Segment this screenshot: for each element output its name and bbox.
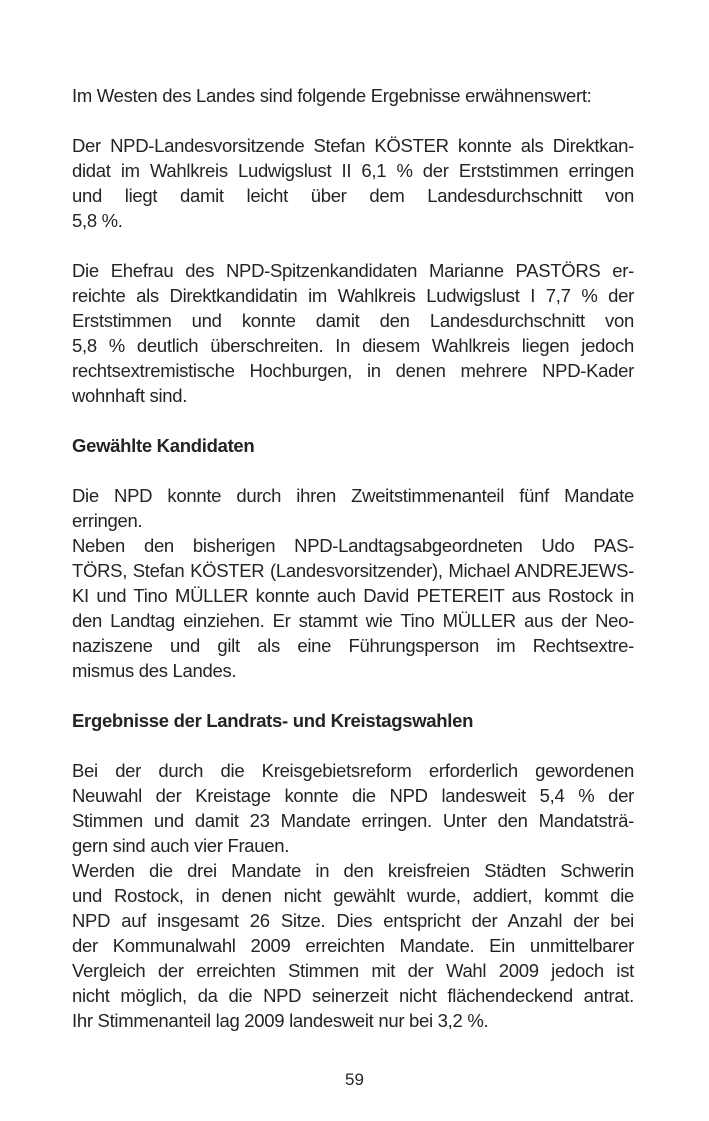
pastoers-result-paragraph xyxy=(72,258,634,408)
text-line: Vergleich der erreichten Stimmen mit der Wahl 2009 jedoch ist xyxy=(72,960,634,981)
text-line: wohnhaft sind. xyxy=(72,385,188,406)
text-line: reichte als Direktkandidatin im Wahlkreis Ludwigslust I 7,7 % der xyxy=(72,285,634,306)
heading-landrats-kreistagswahlen xyxy=(72,708,634,733)
heading-gewaehlte-kandidaten xyxy=(72,433,634,458)
intro-paragraph xyxy=(72,83,634,108)
text-line: NPD auf insgesamt 26 Sitze. Dies entspricht der Anzahl der bei xyxy=(72,910,634,931)
text-line: Der NPD-Landesvorsitzende Stefan KÖSTER konnte als Direktkan- xyxy=(72,135,634,156)
text-line: den Landtag einziehen. Er stammt wie Tino MÜLLER aus der Neo- xyxy=(72,610,634,631)
text-line: naziszene und gilt als eine Führungsperson im Rechtsextre- xyxy=(72,635,634,656)
heading-line: Gewählte Kandidaten xyxy=(72,435,255,456)
text-line: KI und Tino MÜLLER konnte auch David PETEREIT aus Rostock in xyxy=(72,585,634,606)
text-line: Neuwahl der Kreistage konnte die NPD landesweit 5,4 % der xyxy=(72,785,634,806)
text-line: der Kommunalwahl 2009 erreichten Mandate. Ein unmittelbarer xyxy=(72,935,634,956)
text-line: mismus des Landes. xyxy=(72,660,237,681)
text-line: Werden die drei Mandate in den kreisfreien Städten Schwerin xyxy=(72,860,634,881)
text-line: nicht möglich, da die NPD seinerzeit nicht flächendeckend antrat. xyxy=(72,985,634,1006)
text-line: Die Ehefrau des NPD-Spitzenkandidaten Marianne PASTÖRS er- xyxy=(72,260,634,281)
koester-result-paragraph xyxy=(72,133,634,233)
text-line: Im Westen des Landes sind folgende Ergebnisse erwähnenswert: xyxy=(72,85,592,106)
mandate-vergleich-paragraph xyxy=(72,858,634,1033)
kandidaten-namen-paragraph xyxy=(72,533,634,683)
text-line: und liegt damit leicht über dem Landesdurchschnitt von xyxy=(72,185,634,206)
text-line: didat im Wahlkreis Ludwigslust II 6,1 % der Erststimmen erringen xyxy=(72,160,634,181)
kreistagswahl-ergebnis-paragraph xyxy=(72,758,634,858)
text-line: 5,8 % deutlich überschreiten. In diesem Wahlkreis liegen jedoch xyxy=(72,335,634,356)
page-number: 59 xyxy=(345,1070,364,1089)
text-line: Neben den bisherigen NPD-Landtagsabgeordneten Udo PAS- xyxy=(72,535,634,556)
text-line: und Rostock, in denen nicht gewählt wurde, addiert, kommt die xyxy=(72,885,634,906)
text-line: Erststimmen und konnte damit den Landesdurchschnitt von xyxy=(72,310,634,331)
text-line: Ihr Stimmenanteil lag 2009 landesweit nur bei 3,2 %. xyxy=(72,1010,489,1031)
text-line: rechtsextremistische Hochburgen, in denen mehrere NPD-Kader xyxy=(72,360,634,381)
text-line: Bei der durch die Kreisgebietsreform erforderlich gewordenen xyxy=(72,760,634,781)
text-line: 5,8 %. xyxy=(72,210,123,231)
mandate-paragraph xyxy=(72,483,634,533)
text-line: TÖRS, Stefan KÖSTER (Landesvorsitzender), Michael ANDREJEWS- xyxy=(72,560,634,581)
text-line: Die NPD konnte durch ihren Zweitstimmenanteil fünf Mandate xyxy=(72,485,634,506)
text-line: Stimmen und damit 23 Mandate erringen. Unter den Mandatsträ- xyxy=(72,810,634,831)
text-line: gern sind auch vier Frauen. xyxy=(72,835,290,856)
heading-line: Ergebnisse der Landrats- und Kreistagswahlen xyxy=(72,710,474,731)
page-content xyxy=(72,83,634,1033)
text-line: erringen. xyxy=(72,510,143,531)
